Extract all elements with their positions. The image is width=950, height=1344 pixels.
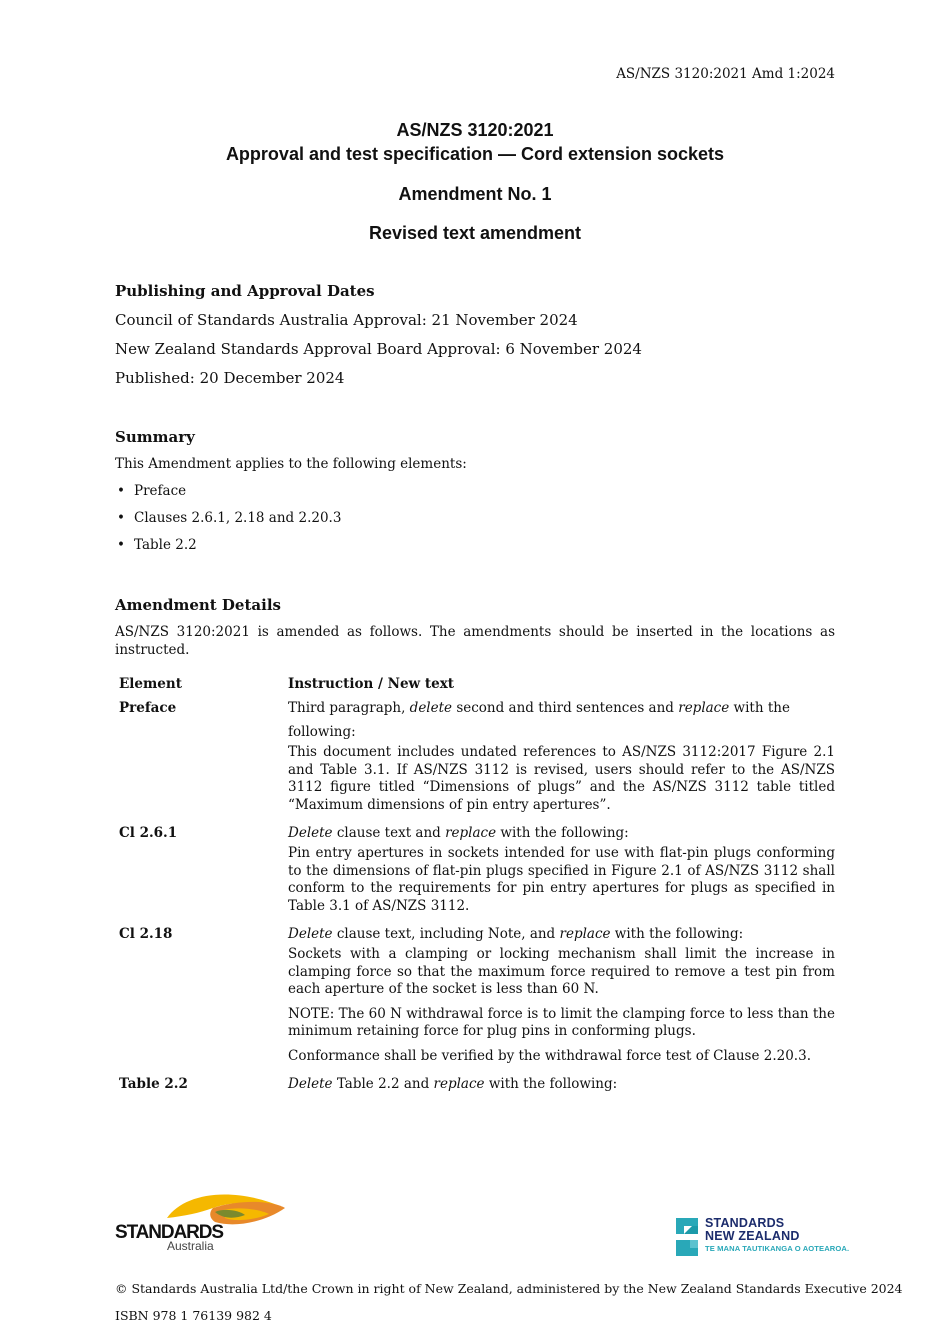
publishing-line: New Zealand Standards Approval Board Approval: 6 November 2024 bbox=[115, 340, 642, 358]
standards-new-zealand-logo bbox=[676, 1216, 856, 1260]
row-element: Table 2.2 bbox=[119, 1076, 188, 1092]
standards-australia-swoosh-icon bbox=[115, 1188, 287, 1252]
sa-logo-sub: Australia bbox=[167, 1239, 214, 1252]
details-intro: AS/NZS 3120:2021 is amended as follows. The amendments should be inserted in the locations as instructed. bbox=[115, 624, 835, 658]
row-text bbox=[288, 696, 835, 821]
nz-logo-line2: NEW ZEALAND bbox=[705, 1229, 800, 1243]
standard-title: AS/NZS 3120:2021 bbox=[396, 120, 554, 140]
row-instruction: Delete Table 2.2 and replace with the following: bbox=[288, 1076, 618, 1092]
standard-subtitle: Approval and test specification — Cord extension sockets bbox=[225, 144, 725, 164]
row-element: Cl 2.18 bbox=[119, 926, 173, 942]
column-header-element: Element bbox=[119, 676, 182, 692]
row-instruction: Delete clause text and replace with the following: bbox=[288, 825, 629, 841]
row-paragraph: This document includes undated references to AS/NZS 3112:2017 Figure 2.1 and Table 3.1. If AS/NZS 3112 is revised, users should refer to the AS/NZS 3112 figure titled “Dimensions of plugs” and the AS/NZS 3112 table titled “Maximum dimensions of pin entry apertures”. bbox=[288, 744, 835, 813]
document-reference: AS/NZS 3120:2021 Amd 1:2024 bbox=[616, 66, 835, 82]
publishing-line: Published: 20 December 2024 bbox=[115, 369, 345, 387]
details-heading: Amendment Details bbox=[115, 596, 281, 614]
standards-australia-logo bbox=[115, 1188, 287, 1252]
row-note: NOTE: The 60 N withdrawal force is to limit the clamping force to less than the minimum retaining force for plug pins in conforming plugs. bbox=[288, 1005, 835, 1039]
row-text bbox=[288, 1072, 835, 1096]
amendment-table bbox=[115, 672, 835, 1096]
summary-intro: This Amendment applies to the following elements: bbox=[115, 456, 467, 472]
row-element: Preface bbox=[119, 700, 177, 716]
row-element: Cl 2.6.1 bbox=[119, 825, 178, 841]
row-text bbox=[288, 922, 835, 1072]
row-instruction: Third paragraph, delete second and third sentences and replace with the following: bbox=[288, 700, 790, 740]
row-paragraph: Pin entry apertures in sockets intended for use with flat-pin plugs conforming to the dimensions of flat-pin plugs specified in Figure 2.1 of AS/NZS 3112 shall conform to the requirements for pin entry apertures for plugs as specified in Table 3.1 of AS/NZS 3112. bbox=[288, 845, 835, 914]
row-paragraph: Conformance shall be verified by the withdrawal force test of Clause 2.20.3. bbox=[288, 1047, 811, 1064]
publishing-line: Council of Standards Australia Approval: 21 November 2024 bbox=[115, 311, 578, 329]
table-header-row bbox=[115, 672, 835, 696]
nz-logo-line3: TE MANA TAUTIKANGA O AOTEAROA. bbox=[705, 1244, 850, 1253]
table-row bbox=[115, 821, 835, 922]
table-row bbox=[115, 922, 835, 1072]
nz-logo-line1: STANDARDS bbox=[705, 1216, 785, 1230]
summary-item: • Preface bbox=[115, 481, 341, 508]
table-row bbox=[115, 1072, 835, 1096]
publishing-heading: Publishing and Approval Dates bbox=[115, 282, 375, 300]
amendment-number: Amendment No. 1 bbox=[398, 184, 552, 204]
row-text bbox=[288, 821, 835, 922]
sa-logo-name: STANDARDS bbox=[115, 1222, 223, 1243]
table-row bbox=[115, 696, 835, 821]
row-paragraph: Sockets with a clamping or locking mechanism shall limit the increase in clamping force so that the maximum force required to remove a test pin from each aperture of the socket is less than 60 N. bbox=[288, 946, 835, 997]
summary-item: • Table 2.2 bbox=[115, 535, 341, 562]
summary-item: • Clauses 2.6.1, 2.18 and 2.20.3 bbox=[115, 508, 341, 535]
nz-logo-text bbox=[705, 1217, 849, 1254]
footer-copyright: © Standards Australia Ltd/the Crown in right of New Zealand, administered by the New Zealand Standards Executive 2024 bbox=[115, 1281, 903, 1296]
row-instruction: Delete clause text, including Note, and replace with the following: bbox=[288, 926, 744, 942]
summary-list bbox=[115, 481, 341, 562]
footer-isbn: ISBN 978 1 76139 982 4 bbox=[115, 1308, 272, 1323]
amendment-type: Revised text amendment bbox=[368, 223, 582, 243]
summary-heading: Summary bbox=[115, 428, 195, 446]
standards-nz-mark-icon bbox=[676, 1218, 700, 1256]
title-block bbox=[0, 118, 950, 245]
column-header-instruction: Instruction / New text bbox=[288, 676, 454, 692]
